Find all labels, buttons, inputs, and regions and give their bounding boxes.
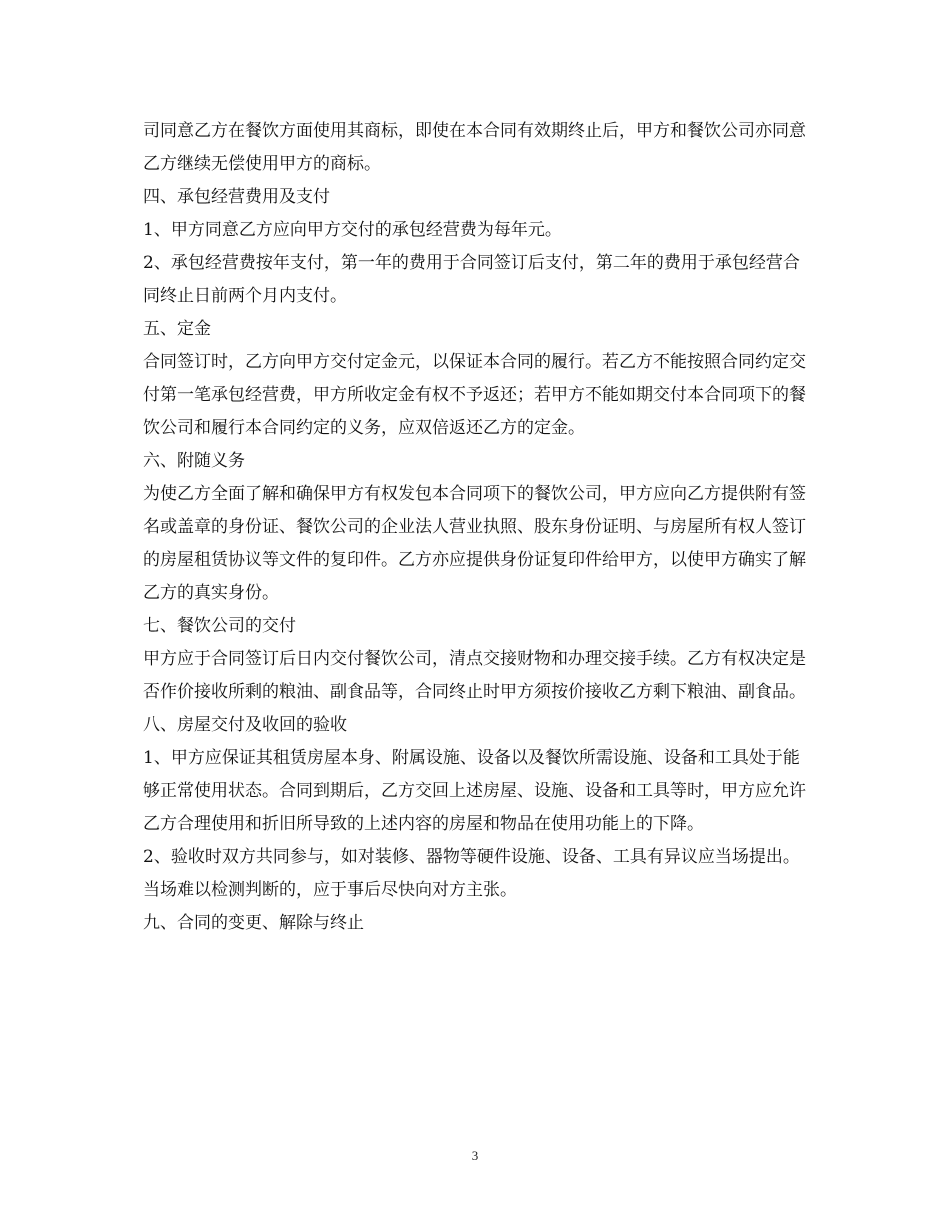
paragraph-delivery: 甲方应于合同签订后日内交付餐饮公司，清点交接财物和办理交接手续。乙方有权决定是否作价接收所剩的粮油、副食品等，合同终止时甲方须按价接收乙方剩下粮油、副食品。 xyxy=(143,649,806,702)
paragraph-acceptance-2: 2、验收时双方共同参与，如对装修、器物等硬件设施、设备、工具有异议应当场提出。当场难以检测判断的，应于事后尽快向对方主张。 xyxy=(143,847,800,900)
paragraph-deposit: 合同签订时，乙方向甲方交付定金元，以保证本合同的履行。若乙方不能按照合同约定交付第一笔承包经营费，甲方所收定金有权不予返还；若甲方不能如期交付本合同项下的餐饮公司和履行本合同约定的义务，应双倍返还乙方的定金。 xyxy=(143,352,806,438)
paragraph-acceptance-1: 1、甲方应保证其租赁房屋本身、附属设施、设备以及餐饮所需设施、设备和工具处于能够正常使用状态。合同到期后，乙方交回上述房屋、设施、设备和工具等时，甲方应允许乙方合理使用和折旧所导致的上述内容的房屋和物品在使用功能上的下降。 xyxy=(143,748,806,834)
section-heading-4: 四、承包经营费用及支付 xyxy=(143,187,330,207)
section-heading-8: 八、房屋交付及收回的验收 xyxy=(143,715,347,735)
section-heading-5: 五、定金 xyxy=(143,319,211,339)
paragraph-trademark-continued: 司同意乙方在餐饮方面使用其商标，即使在本合同有效期终止后，甲方和餐饮公司亦同意乙方继续无偿使用甲方的商标。 xyxy=(143,121,806,174)
section-heading-9: 九、合同的变更、解除与终止 xyxy=(143,913,364,933)
paragraph-fee-payment: 2、承包经营费按年支付，第一年的费用于合同签订后支付，第二年的费用于承包经营合同终止日前两个月内支付。 xyxy=(143,253,800,306)
section-heading-6: 六、附随义务 xyxy=(143,451,245,471)
paragraph-fee-amount: 1、甲方同意乙方应向甲方交付的承包经营费为每年元。 xyxy=(143,220,562,240)
section-heading-7: 七、餐饮公司的交付 xyxy=(143,616,296,636)
document-body xyxy=(143,115,813,940)
page-number: 3 xyxy=(471,1148,479,1163)
paragraph-obligations: 为使乙方全面了解和确保甲方有权发包本合同项下的餐饮公司，甲方应向乙方提供附有签名或盖章的身份证、餐饮公司的企业法人营业执照、股东身份证明、与房屋所有权人签订的房屋租赁协议等文件的复印件。乙方亦应提供身份证复印件给甲方，以使甲方确实了解乙方的真实身份。 xyxy=(143,484,806,603)
